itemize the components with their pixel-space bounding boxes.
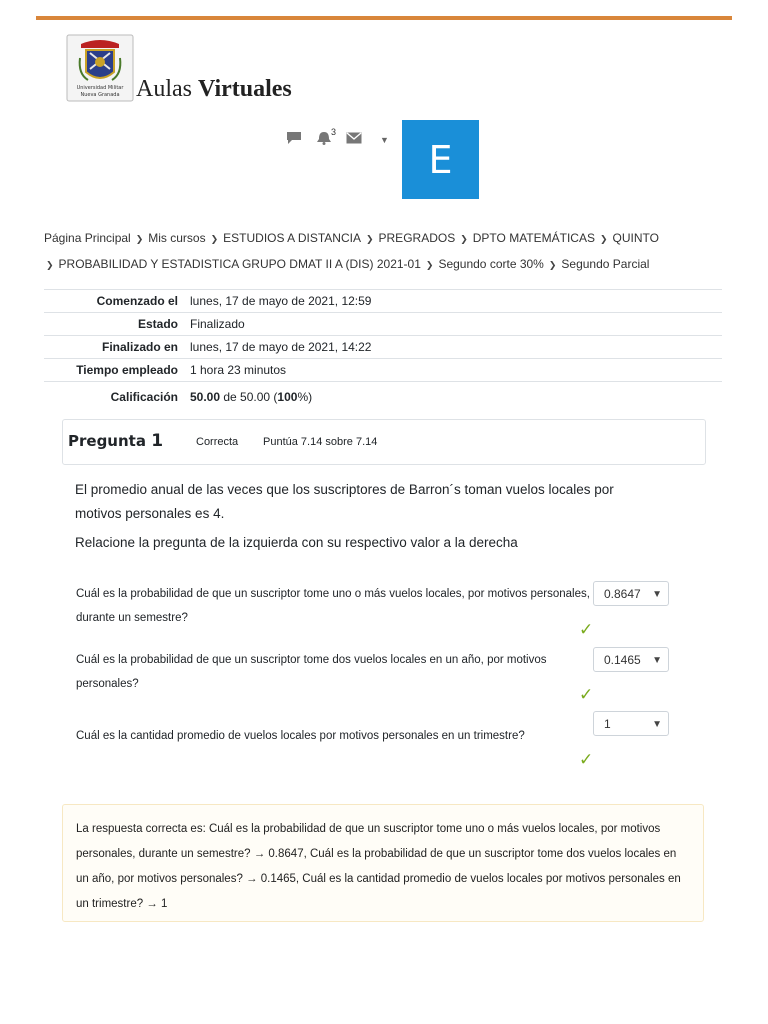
feedback-text: La respuesta correcta es: Cuál es la probabilidad de que un suscriptor tome uno o más vuelos locales, por motivos personales, durante un semestre? → 0.8647, Cuál es la probabilidad de que un suscriptor tome dos vuelos locales en un año, por motivos personales? → 0.1465, Cuál es la cantidad promedio de vuelos locales por motivos personales en un trimestre? → 1 [76, 823, 681, 910]
breadcrumb-quiz[interactable]: Segundo Parcial [561, 257, 650, 271]
logo-text-line2: Nueva Granada [80, 92, 120, 98]
finished-label: Finalizado en [101, 340, 178, 354]
breadcrumb-math-dept[interactable]: DPTO MATEMÁTICAS [472, 231, 595, 245]
time-value: 1 hora 23 minutos [190, 363, 287, 377]
answer-select-3-value: 1 [604, 717, 611, 731]
grade-score: 50.00 [190, 390, 221, 404]
brand-bold: Virtuales [198, 76, 292, 102]
checkmark-icon: ✓ [579, 620, 594, 639]
answer-select-2-value: 0.1465 [604, 653, 641, 667]
summary-row-time [44, 359, 722, 382]
breadcrumb-my-courses[interactable]: Mis cursos [148, 231, 206, 245]
comment-icon[interactable] [286, 131, 302, 150]
user-nav [286, 126, 389, 150]
match-item-1-text: Cuál es la probabilidad de que un suscriptor tome uno o más vuelos locales, por motivos personales, durante un semestre? [76, 588, 590, 624]
question-statement: El promedio anual de las veces que los suscriptores de Barron´s toman vuelos locales por motivos personales es 4. [75, 482, 614, 521]
breadcrumb-undergrad[interactable]: PREGRADOS [378, 231, 456, 245]
answer-select-1[interactable] [593, 581, 669, 606]
question-label: Pregunta [68, 432, 146, 450]
user-avatar[interactable] [402, 120, 479, 199]
breadcrumb [44, 226, 744, 278]
breadcrumb-distance-studies[interactable]: ESTUDIOS A DISTANCIA [223, 231, 361, 245]
avatar-letter: E [428, 137, 453, 182]
breadcrumb-section[interactable]: Segundo corte 30% [438, 257, 544, 271]
time-label: Tiempo empleado [76, 363, 178, 377]
checkmark-icon: ✓ [579, 685, 594, 704]
chevron-down-icon: ▼ [652, 719, 662, 730]
summary-row-finished [44, 336, 722, 359]
answer-select-3[interactable] [593, 711, 669, 736]
chevron-down-icon: ▼ [652, 589, 662, 600]
breadcrumb-separator-icon: ❯ [210, 234, 219, 244]
started-label: Comenzado el [96, 294, 178, 308]
breadcrumb-separator-icon: ❯ [548, 260, 557, 270]
answer-select-2[interactable] [593, 647, 669, 672]
state-label: Estado [137, 317, 178, 331]
breadcrumb-separator-icon: ❯ [460, 234, 468, 244]
breadcrumb-course[interactable]: PROBABILIDAD Y ESTADISTICA GRUPO DMAT II A (DIS) 2021-01 [58, 257, 421, 271]
caret-down-icon[interactable]: ▼ [380, 135, 389, 145]
grade-percent: 100 [277, 390, 298, 404]
question-number [68, 431, 163, 451]
answer-select-1-value: 0.8647 [604, 587, 641, 601]
question-state: Correcta [196, 436, 239, 448]
question-number-value: 1 [151, 431, 164, 451]
state-value: Finalizado [190, 317, 245, 331]
match-item-2-text: Cuál es la probabilidad de que un suscriptor tome dos vuelos locales en un año, por motivos personales? [76, 654, 547, 690]
top-accent-bar [36, 16, 732, 20]
grade-of: de 50.00 ( [220, 390, 278, 404]
attempt-summary-table [44, 289, 722, 408]
correct-answer-feedback [62, 804, 704, 922]
breadcrumb-separator-icon: ❯ [135, 234, 144, 244]
summary-row-state [44, 313, 722, 336]
breadcrumb-separator-icon: ❯ [599, 234, 608, 244]
match-item-3-text: Cuál es la cantidad promedio de vuelos locales por motivos personales en un trimestre? [76, 730, 525, 742]
chevron-down-icon: ▼ [652, 655, 662, 666]
university-logo[interactable] [66, 34, 136, 104]
started-value: lunes, 17 de mayo de 2021, 12:59 [190, 294, 372, 308]
notification-count: 3 [331, 126, 337, 137]
bell-icon[interactable] [316, 126, 337, 150]
grade-label: Calificación [110, 390, 178, 404]
question-text [75, 478, 635, 555]
breadcrumb-separator-icon: ❯ [365, 234, 374, 244]
breadcrumb-home[interactable]: Página Principal [44, 231, 131, 245]
grade-value [184, 382, 722, 409]
question-info-box [62, 419, 706, 465]
breadcrumb-separator-icon: ❯ [46, 260, 54, 270]
brand-prefix: Aulas [136, 76, 192, 102]
question-instruction: Relacione la pregunta de la izquierda con su respectivo valor a la derecha [75, 535, 518, 550]
summary-row-started [44, 290, 722, 313]
breadcrumb-separator-icon: ❯ [425, 260, 434, 270]
grade-tail: %) [297, 390, 313, 404]
site-brand[interactable] [136, 76, 292, 103]
checkmark-icon: ✓ [579, 750, 594, 769]
finished-value: lunes, 17 de mayo de 2021, 14:22 [190, 340, 372, 354]
logo-text-line1: Universidad Militar [76, 85, 124, 91]
summary-row-grade [44, 382, 722, 409]
envelope-icon[interactable] [346, 131, 362, 149]
breadcrumb-fifth[interactable]: QUINTO [612, 231, 659, 245]
question-grade: Puntúa 7.14 sobre 7.14 [263, 436, 378, 448]
